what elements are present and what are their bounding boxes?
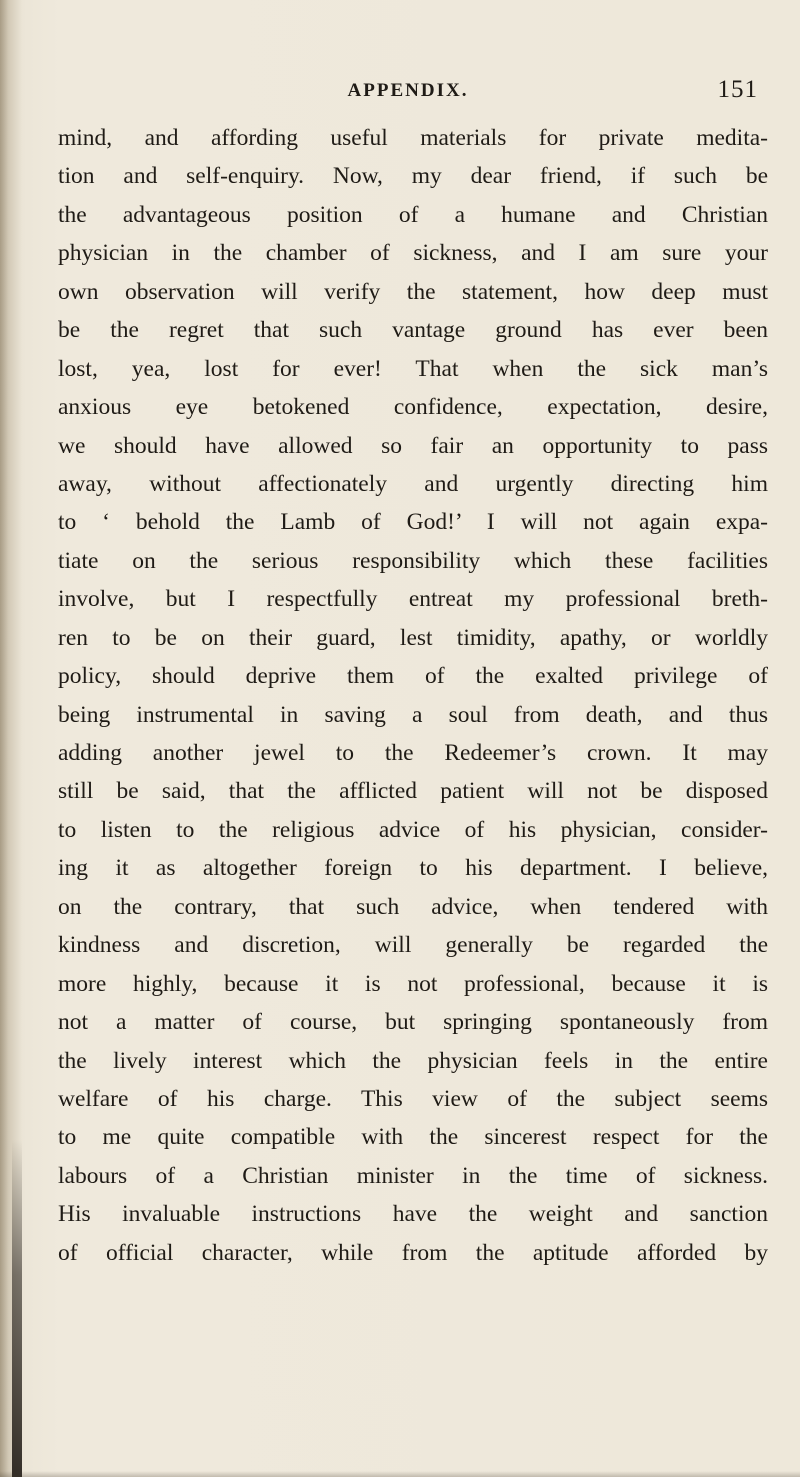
text-line: more highly, because it is not professional, because it is: [58, 970, 768, 997]
text-line: ren to be on their guard, lest timidity, apathy, or worldly: [58, 624, 768, 651]
text-line: of official character, while from the aptitude afforded by: [58, 1239, 768, 1266]
text-line: tion and self-enquiry. Now, my dear friend, if such be: [58, 163, 768, 190]
text-line: be the regret that such vantage ground has ever been: [58, 317, 768, 344]
body-text: [58, 119, 768, 1272]
text-line: the lively interest which the physician feels in the entire: [58, 1047, 768, 1074]
text-line: we should have allowed so fair an opportunity to pass: [58, 432, 768, 459]
text-line: anxious eye betokened confidence, expectation, desire,: [58, 394, 768, 421]
page-bottom-edge: [0, 1471, 800, 1477]
text-line: kindness and discretion, will generally be regarded the: [58, 932, 768, 959]
text-line: ing it as altogether foreign to his department. I believe,: [58, 855, 768, 882]
text-line: being instrumental in saving a soul from death, and thus: [58, 701, 768, 728]
text-line: policy, should deprive them of the exalted privilege of: [58, 663, 768, 690]
text-line: welfare of his charge. This view of the subject seems: [58, 1085, 768, 1112]
text-line: His invaluable instructions have the weight and sanction: [58, 1201, 768, 1228]
text-line: lost, yea, lost for ever! That when the sick man’s: [58, 355, 768, 382]
text-line: to listen to the religious advice of his physician, consider-: [58, 816, 768, 843]
text-line: labours of a Christian minister in the time of sickness.: [58, 1162, 768, 1189]
text-line: mind, and affording useful materials for private medita-: [58, 125, 768, 151]
text-line: the advantageous position of a humane and Christian: [58, 201, 768, 228]
page-number: 151: [717, 76, 758, 103]
text-line: to me quite compatible with the sincerest respect for the: [58, 1124, 768, 1151]
text-line: own observation will verify the statement, how deep must: [58, 278, 768, 305]
text-line: not a matter of course, but springing spontaneously from: [58, 1009, 768, 1036]
page-header: [58, 76, 758, 110]
text-line: adding another jewel to the Redeemer’s crown. It may: [58, 740, 768, 766]
text-line: involve, but I respectfully entreat my professional breth-: [58, 586, 768, 613]
text-line: tiate on the serious responsibility which these facilities: [58, 547, 768, 574]
running-head: APPENDIX.: [347, 80, 469, 101]
text-line: away, without affectionately and urgently directing him: [58, 470, 768, 497]
binding-edge: [12, 1140, 22, 1477]
text-line: to ‘ behold the Lamb of God!’ I will not again expa-: [58, 509, 768, 536]
text-line: physician in the chamber of sickness, and I am sure your: [58, 240, 768, 267]
text-line: still be said, that the afflicted patient will not be disposed: [58, 778, 768, 805]
text-line: on the contrary, that such advice, when tendered with: [58, 893, 768, 920]
